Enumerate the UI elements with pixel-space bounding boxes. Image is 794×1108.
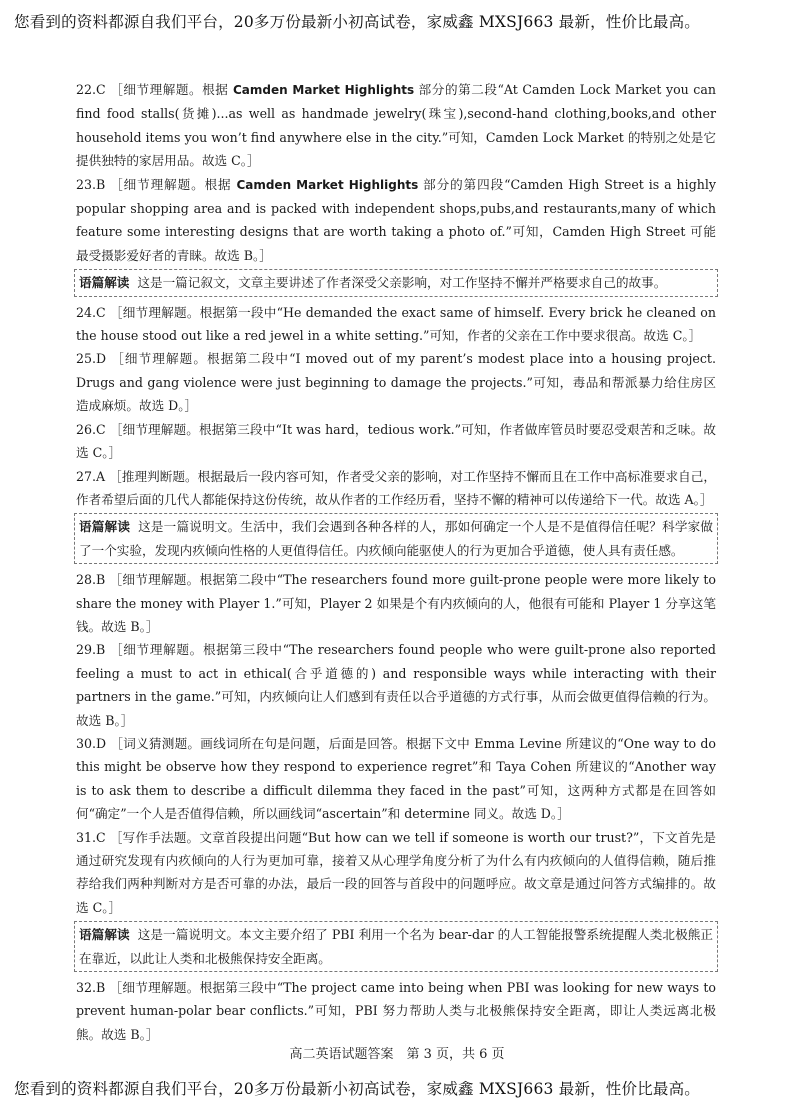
answer-item-31: 31.C ［写作手法题。文章首段提出问题“But how can we tell if someone is worth our trust?”，下文首先是通过研究发现有内疚倾向的人行为更加可靠，接着又从心理学角度分析了为什么有内疚倾向的人值得信赖，随后推荐给我们两种判断对方是否可靠的办法，最后一段的回答与首段中的问题呼应。故文章是通过问答方式编排的。故选 C。］ (76, 829, 716, 915)
passage-analysis-box: 语篇解读 这是一篇说明文。本文主要介绍了 PBI 利用一个名为 bear-dar 的人工智能报警系统提醒人类北极熊正在靠近，以此让人类和北极熊保持安全距离。 (74, 921, 718, 972)
answer-item-25: 25.D ［细节理解题。根据第二段中“I moved out of my parent’s modest place into a housing project. Drugs and gang violence were just beginning to damage the projects.”可知，毒品和帮派暴力给住房区造成麻烦。故选 D。］ (76, 351, 716, 414)
answer-item-24: 24.C ［细节理解题。根据第一段中“He demanded the exact same of himself. Every brick he cleaned on the house stood out like a red jewel in a white setting.”可知，作者的父亲在工作中要求很高。故选 C。］ (76, 304, 716, 344)
answer-item-23: 23.B ［细节理解题。根据 Camden Market Highlights 部分的第四段“Camden High Street is a highly popular shopping area and is packed with independent shops,pubs,and restaurants,many of which feature some interesting designs that are worth taking a photo of.”可知，Camden High Street 可能最受摄影爱好者的青睐。故选 B。］ (76, 176, 717, 263)
analysis-tag: 语篇解读 (79, 275, 130, 291)
answer-content (76, 78, 716, 1046)
passage-analysis-box: 语篇解读 这是一篇记叙文，文章主要讲述了作者深受父亲影响，对工作坚持不懈并严格要求自己的故事。 (74, 269, 718, 296)
promo-banner-top: 您看到的资料都源自我们平台，20多万份最新小初高试卷，家威鑫 MXSJ663 最新，性价比最高。 (14, 13, 701, 31)
answer-item-27: 27.A ［推理判断题。根据最后一段内容可知，作者受父亲的影响，对工作坚持不懈而且在工作中高标准要求自己，作者希望后面的几代人都能保持这份传统，故从作者的工作经历看，坚持不懈的精神可以传递给下一代。故选 A。］ (76, 468, 716, 507)
analysis-tag: 语篇解读 (79, 927, 130, 943)
answer-item-30: 30.D ［词义猜测题。画线词所在句是问题，后面是回答。根据下文中 Emma Levine 所建议的“One way to do this might be observe how they respond to experience regret”和 Taya Cohen 所建议的“Another way is to ask them to describe a difficult dilemma they faced in the past”可知，这两种方式都是在回答如何“确定”一个人是否值得信赖，所以画线词“ascertain”和 determine 同义。故选 D。］ (76, 735, 716, 822)
promo-banner-bottom: 您看到的资料都源自我们平台，20多万份最新小初高试卷，家威鑫 MXSJ663 最新，性价比最高。 (14, 1080, 701, 1098)
answer-item-32: 32.B ［细节理解题。根据第三段中“The project came into being when PBI was looking for new ways to prevent human-polar bear conflicts.”可知，PBI 努力帮助人类与北极熊保持安全距离，即让人类远离北极熊。故选 B。］ (76, 980, 716, 1042)
answer-item-28: 28.B ［细节理解题。根据第二段中“The researchers found more guilt-prone people were more likely to share the money with Player 1.”可知，Player 2 如果是个有内疚倾向的人，他很有可能和 Player 1 分享这笔钱。故选 B。］ (76, 572, 716, 634)
answer-item-26: 26.C ［细节理解题。根据第三段中“It was hard，tedious work.”可知，作者做库管员时要忍受艰苦和乏味。故选 C。］ (76, 421, 716, 461)
analysis-tag: 语篇解读 (79, 519, 131, 535)
answer-item-22: 22.C ［细节理解题。根据 Camden Market Highlights 部分的第二段“At Camden Lock Market you can find food stalls(货摊)...as well as handmade jewelry(珠宝),second-hand clothing,books,and other household items you won’t find anywhere else in the city.”可知，Camden Lock Market 的特别之处是它提供独特的家居用品。故选 C。］ (76, 82, 716, 169)
passage-analysis-box: 语篇解读 这是一篇说明文。生活中，我们会遇到各种各样的人，那如何确定一个人是不是值得信任呢？科学家做了一个实验，发现内疚倾向性格的人更值得信任。内疚倾向能驱使人的行为更加合乎道德，使人具有责任感。 (74, 513, 718, 564)
page-footer: 高二英语试题答案 第 3 页，共 6 页 (289, 1047, 505, 1062)
answer-item-29: 29.B ［细节理解题。根据第三段中“The researchers found people who were guilt-prone also reported feeling a must to act in ethical(合乎道德的) and responsible ways while interacting with their partners in the game.”可知，内疚倾向让人们感到有责任以合乎道德的方式行事，从而会做更值得信赖的行为。故选 B。］ (76, 642, 716, 728)
